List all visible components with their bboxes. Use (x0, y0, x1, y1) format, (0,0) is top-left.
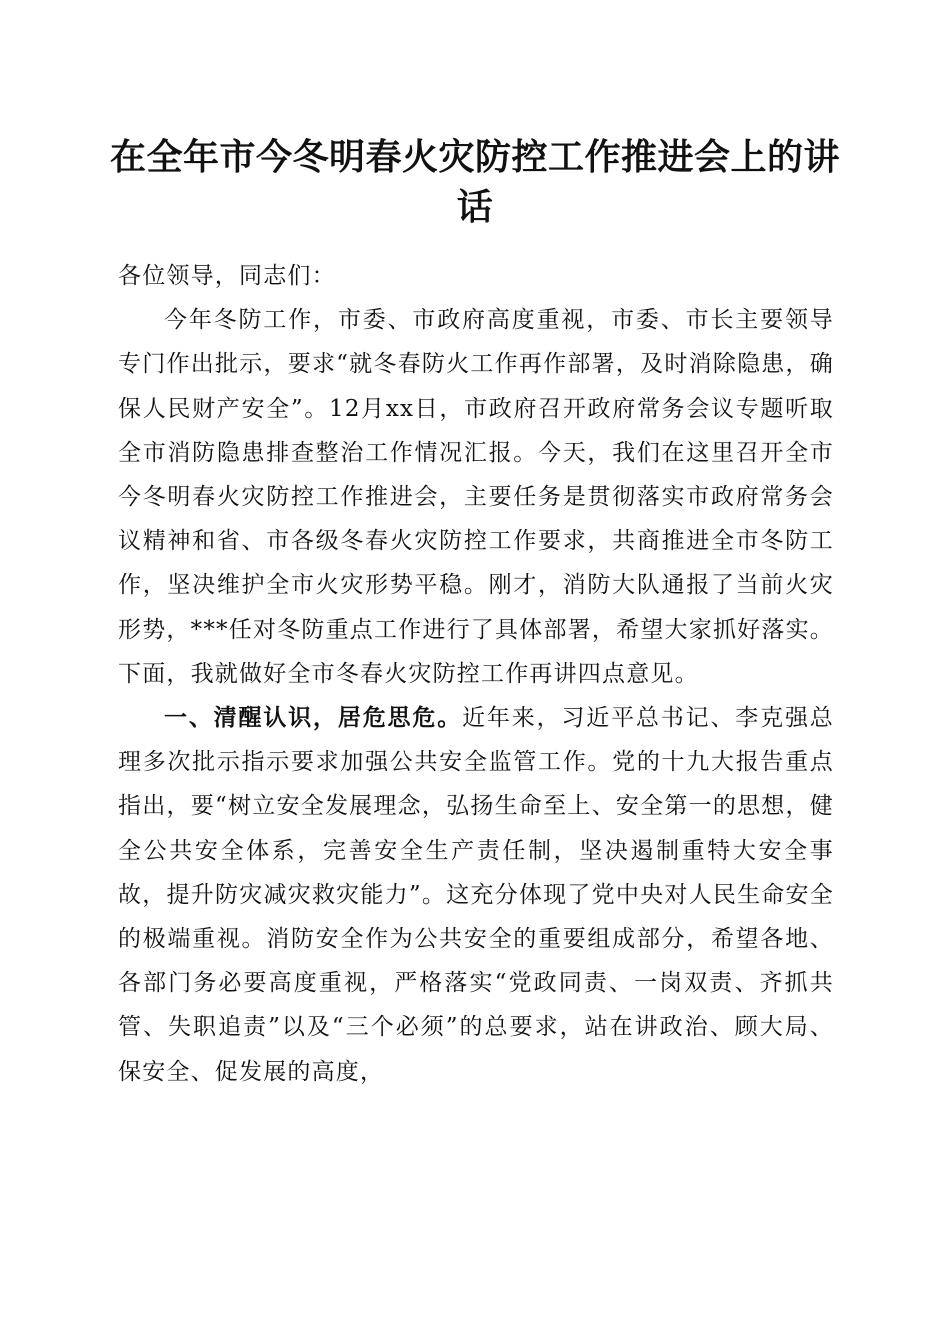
paragraph-text: 近年来，习近平总书记、李克强总理多次批示指示要求加强公共安全监管工作。党的十九大报告重点指出，要“树立安全发展理念，弘扬生命至上、安全第一的思想，健全公共安全体系，完善安全生产责任制，坚决遏制重特大安全事故，提升防灾减灾救灾能力”。这充分体现了党中央对人民生命安全的极端重视。消防安全作为公共安全的重要组成部分，希望各地、各部门务必要高度重视，严格落实“党政同责、一岗双责、齐抓共管、失职追责”以及“三个必须”的总要求，站在讲政治、顾大局、保安全、促发展的高度， (118, 705, 834, 1085)
salutation: 各位领导，同志们： (118, 263, 336, 289)
paragraph-section-one (118, 696, 834, 1094)
document-body (118, 254, 834, 1094)
section-heading: 一、清醒认识，居危思危。 (164, 705, 463, 732)
paragraph-text: 今年冬防工作，市委、市政府高度重视，市委、市长主要领导专门作出批示，要求“就冬春防火工作再作部署，及时消除隐患，确保人民财产安全”。12月xx日，市政府召开政府常务会议专题听取全市消防隐患排查整治工作情况汇报。今天，我们在这里召开全市今冬明春火灾防控工作推进会，主要任务是贯彻落实市政府常务会议精神和省、市各级冬春火灾防控工作要求，共商推进全市冬防工作，坚决维护全市火灾形势平稳。刚才，消防大队通报了当前火灾形势，***任对冬防重点工作进行了具体部署，希望大家抓好落实。下面，我就做好全市冬春火灾防控工作再讲四点意见。 (118, 307, 834, 687)
document-title: 在全年市今冬明春火灾防控工作推进会上的讲话 (110, 136, 841, 228)
paragraph-intro (118, 298, 834, 696)
